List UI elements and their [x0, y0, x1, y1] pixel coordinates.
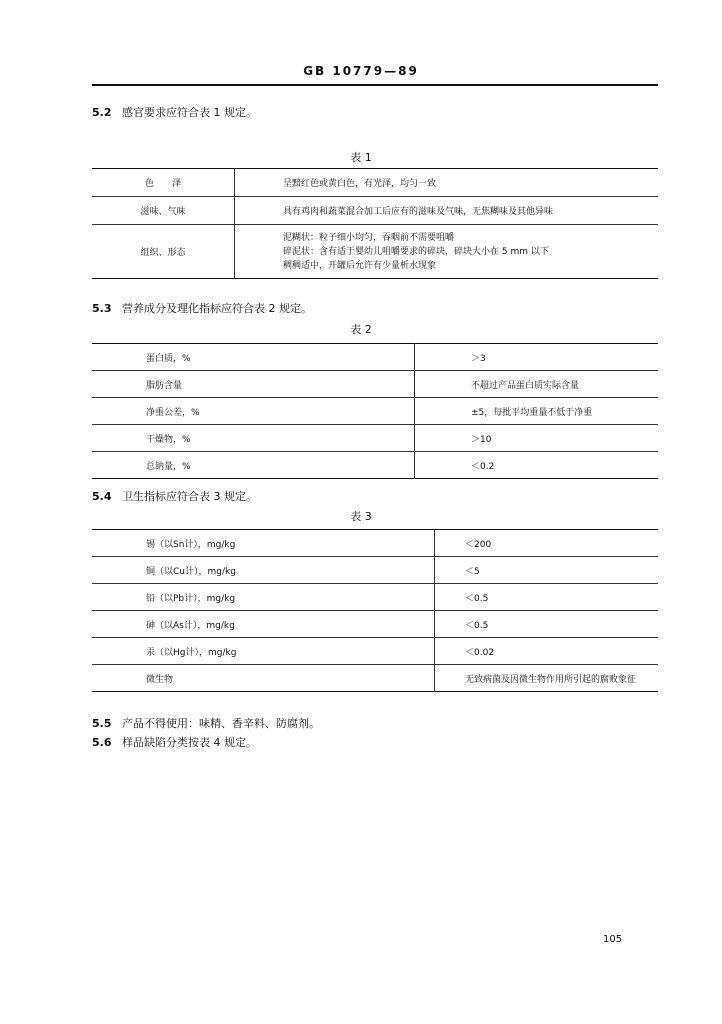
section-text: 卫生指标应符合表 3 规定。 — [122, 490, 257, 503]
section-number: 5.4 — [92, 490, 112, 503]
requirement-line: 泥糊状：粒子细小均匀，吞咽前不需要咀嚼 — [283, 232, 455, 243]
section-number: 5.6 — [92, 736, 112, 749]
table-cell-item: 净重公差，% — [92, 398, 415, 425]
table-3 — [92, 529, 658, 692]
table-row — [92, 398, 658, 425]
table-2 — [92, 343, 658, 479]
table-cell-item: 组织、形态 — [92, 225, 235, 279]
table-row — [92, 371, 658, 398]
table-cell-item: 色 泽 — [92, 169, 235, 197]
section-5-4 — [92, 488, 257, 504]
table-row — [92, 197, 658, 225]
table-cell-item: 汞（以Hg计），mg/kg — [92, 638, 435, 665]
table-cell-value: ＜0.2 — [471, 461, 495, 472]
table-row — [92, 530, 658, 557]
requirement-line: 碎泥状：含有适于婴幼儿咀嚼要求的碎块，碎块大小在 5 mm 以下 — [283, 246, 549, 257]
table-row — [92, 425, 658, 452]
table-cell-requirement: 具有鸡肉和蔬菜混合加工后应有的滋味及气味，无焦糊味及其他异味 — [235, 197, 659, 225]
table-cell-value: ＜0.5 — [435, 611, 659, 638]
section-5-5 — [92, 715, 320, 731]
standard-number-header: GB 10779—89 — [303, 64, 419, 78]
table-row — [92, 225, 658, 279]
table-cell-item: 干燥物，% — [92, 425, 415, 452]
table-cell-item: 砷（以As计），mg/kg — [92, 611, 435, 638]
header-rule — [92, 84, 658, 86]
table-cell-value: ＜0.5 — [435, 584, 659, 611]
table-cell-requirement — [235, 225, 659, 279]
section-text: 感官要求应符合表 1 规定。 — [122, 106, 257, 119]
table-row — [92, 557, 658, 584]
table-row — [92, 638, 658, 665]
table-cell-item: 铜（以Cu计），mg/kg — [92, 557, 435, 584]
section-number: 5.3 — [92, 302, 112, 315]
table-cell-item: 滋味、气味 — [92, 197, 235, 225]
section-5-6 — [92, 734, 257, 750]
table-cell-value: 无致病菌及因微生物作用所引起的腐败象征 — [465, 674, 637, 685]
table-row — [92, 169, 658, 197]
requirement-line: 稠稠适中，开罐后允许有少量析水现象 — [283, 260, 437, 271]
table-cell-value: ±5，每批平均重量不低于净重 — [415, 398, 659, 425]
table-cell-value: 不超过产品蛋白质实际含量 — [415, 371, 659, 398]
section-text: 产品不得使用：味精、香辛料、防腐剂。 — [122, 717, 320, 730]
table-2-caption: 表 2 — [350, 323, 372, 336]
table-row — [92, 611, 658, 638]
section-5-2 — [92, 104, 257, 120]
table-cell-value: ＜5 — [435, 557, 659, 584]
section-5-3 — [92, 300, 312, 316]
table-cell-item: 脂肪含量 — [92, 371, 415, 398]
table-cell-item: 铅（以Pb计），mg/kg — [92, 584, 435, 611]
table-row — [92, 584, 658, 611]
table-row — [92, 665, 658, 692]
table-cell-value: ＞3 — [415, 344, 659, 371]
section-text: 营养成分及理化指标应符合表 2 规定。 — [122, 302, 312, 315]
table-cell-item: 蛋白质，% — [92, 344, 415, 371]
page-number: 105 — [603, 934, 623, 945]
table-3-caption: 表 3 — [350, 510, 372, 523]
table-row — [92, 452, 658, 479]
table-cell-requirement: 呈黯红色或黄白色，有光泽，均匀一致 — [235, 169, 659, 197]
table-row — [92, 344, 658, 371]
section-number: 5.5 — [92, 717, 112, 730]
table-cell-value: ＜0.02 — [435, 638, 659, 665]
table-cell-item: 锡（以Sn计），mg/kg — [92, 530, 435, 557]
table-cell-value: ＞10 — [415, 425, 659, 452]
table-cell-item: 总钠量，% — [92, 452, 415, 479]
section-text: 样品缺陷分类按表 4 规定。 — [122, 736, 257, 749]
table-cell-value: ＜200 — [435, 530, 659, 557]
table-1-caption: 表 1 — [350, 151, 372, 164]
table-1 — [92, 168, 658, 279]
table-cell-item: 微生物 — [92, 665, 435, 692]
section-number: 5.2 — [92, 106, 112, 119]
